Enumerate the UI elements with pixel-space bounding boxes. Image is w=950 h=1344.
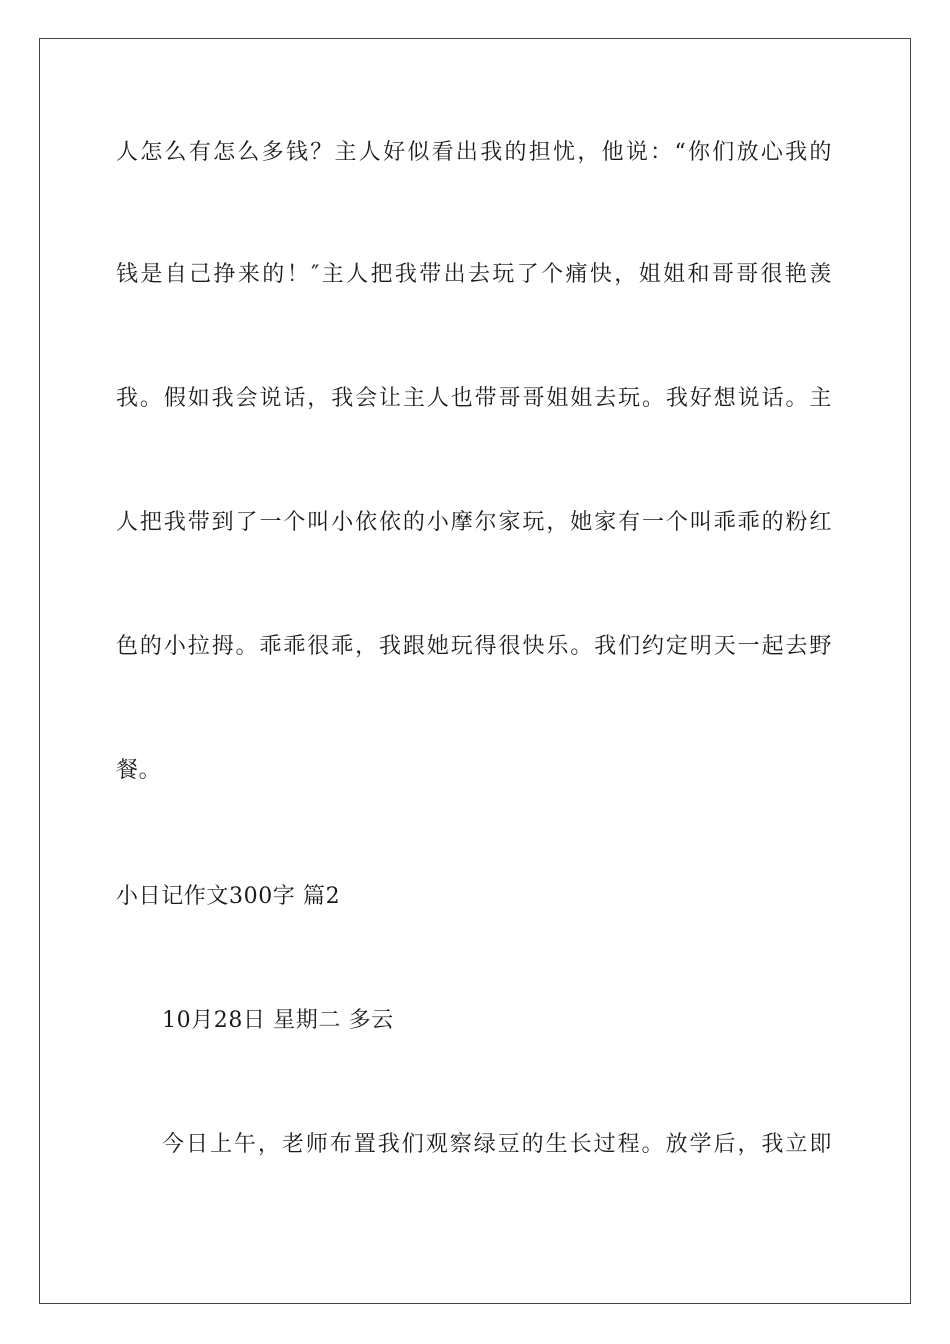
- text-line: 今日上午，老师布置我们观察绿豆的生长过程。放学后，我立即: [162, 1132, 832, 1157]
- text-line: 色的小拉拇。乖乖很乖，我跟她玩得很快乐。我们约定明天一起去野: [116, 634, 832, 659]
- text-line: 人怎么有怎么多钱？主人好似看出我的担忧，他说：“你们放心我的: [116, 140, 832, 165]
- text-line: 钱是自己挣来的！″主人把我带出去玩了个痛快，姐姐和哥哥很艳羡: [116, 262, 832, 287]
- text-line: 我。假如我会说话，我会让主人也带哥哥姐姐去玩。我好想说话。主: [116, 386, 832, 411]
- section-heading: 小日记作文300字 篇2: [116, 884, 341, 909]
- date-line: 10月28日 星期二 多云: [162, 1008, 394, 1033]
- text-line: 餐。: [116, 758, 162, 783]
- text-line: 人把我带到了一个叫小依依的小摩尔家玩，她家有一个叫乖乖的粉红: [116, 510, 832, 535]
- page-border: [39, 38, 911, 1304]
